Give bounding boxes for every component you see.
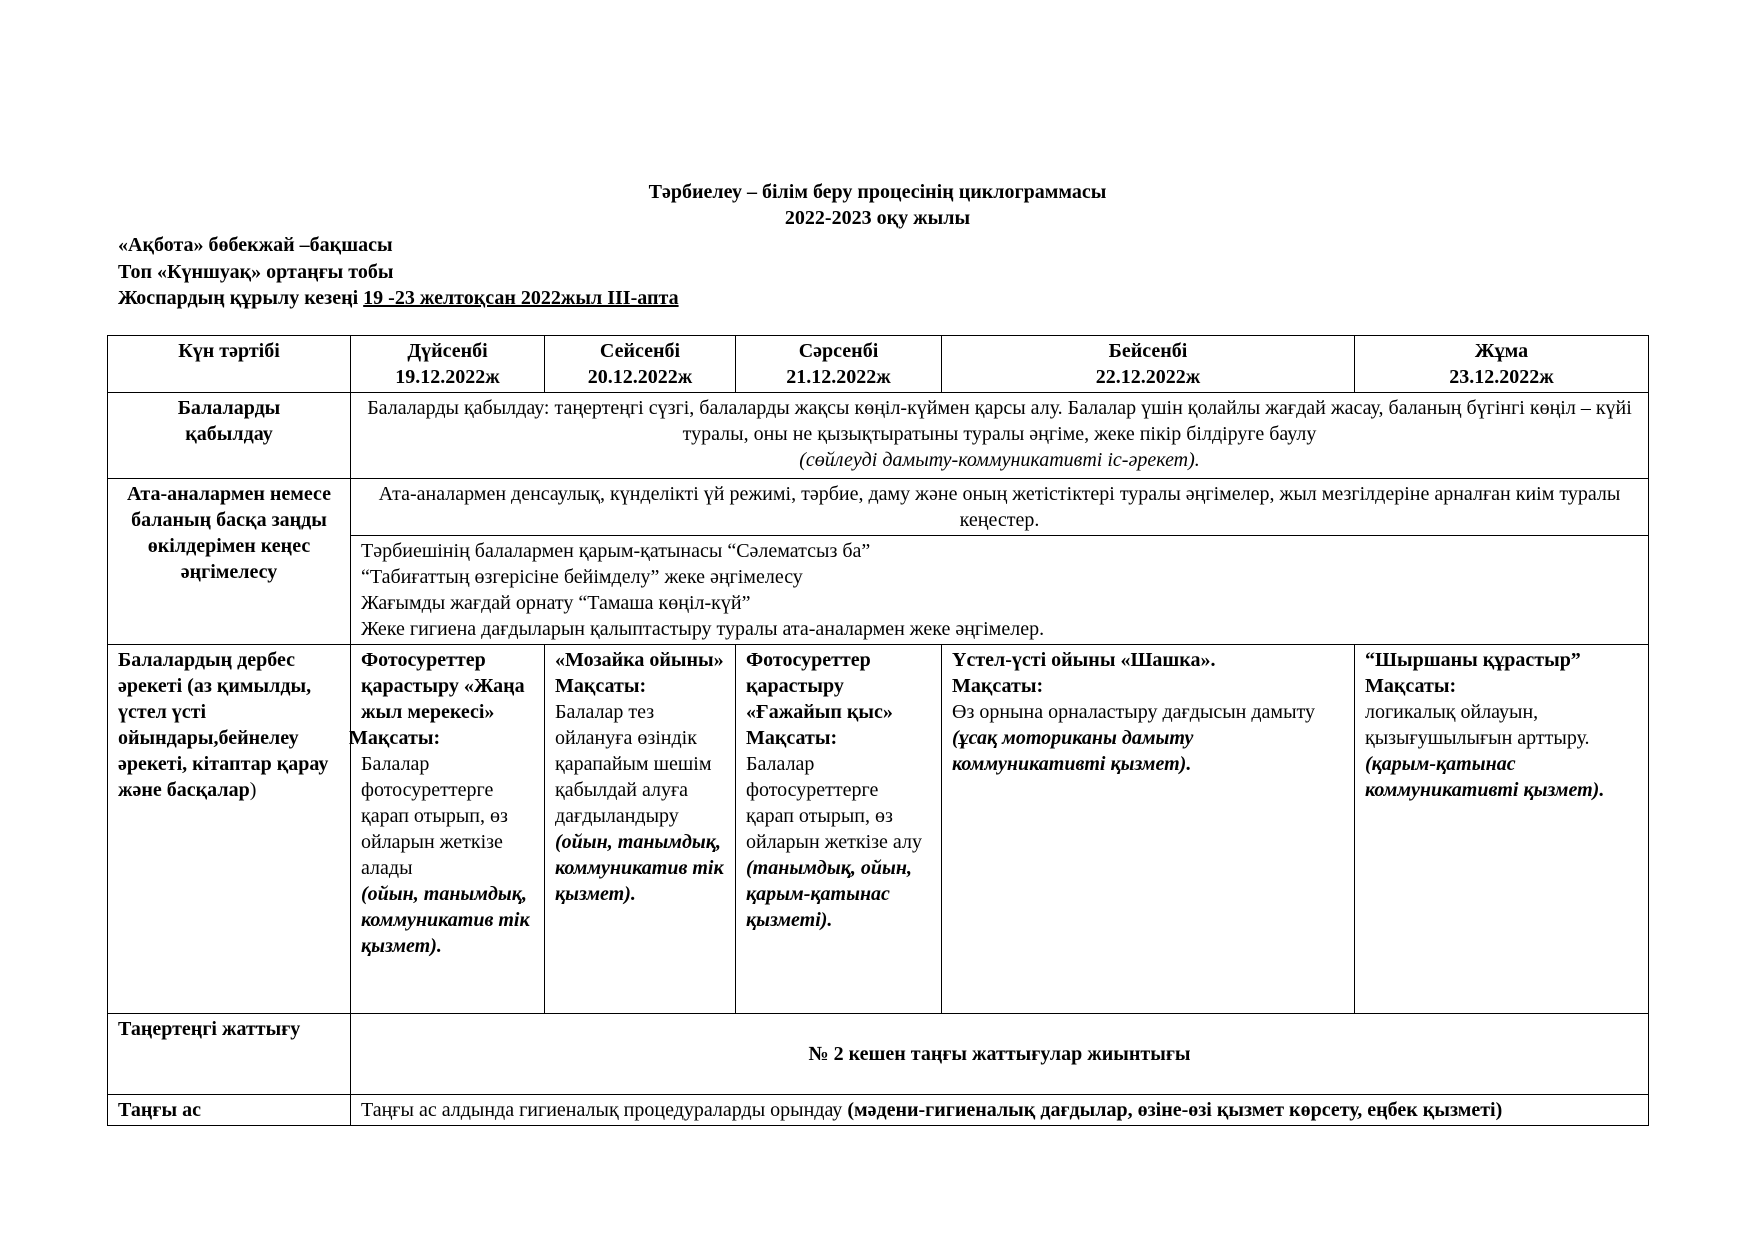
day-date: 23.12.2022ж bbox=[1449, 366, 1554, 388]
activity-monday bbox=[351, 645, 545, 1014]
breakfast-note: (мәдени-гигиеналық дағдылар, өзіне-өзі қызмет көрсету, еңбек қызметі) bbox=[847, 1099, 1503, 1121]
document-title-block bbox=[0, 179, 1755, 231]
activity-goal-label: Мақсаты: bbox=[746, 727, 838, 749]
activity-note: (ұсақ моториканы дамыту коммуникативті қызмет). bbox=[952, 727, 1194, 775]
activity-note: (ойын, танымдық, коммуникатив тік қызмет). bbox=[555, 831, 724, 905]
parents-talk-line: Тәрбиешінің балалармен қарым-қатынасы “Сәлематсыз ба” bbox=[361, 540, 871, 562]
activity-goal-label: Мақсаты: bbox=[555, 675, 647, 697]
breakfast-row bbox=[108, 1095, 1649, 1126]
reception-label: Балаларды қабылдау bbox=[108, 393, 351, 479]
parents-talk-line: Жеке гигиена дағдыларын қалыптастыру туралы ата-аналармен жеке әңгімелер. bbox=[361, 618, 1045, 640]
schedule-table bbox=[107, 335, 1649, 1126]
breakfast-label: Таңғы ас bbox=[108, 1095, 351, 1126]
day-name: Сейсенбі bbox=[599, 340, 681, 362]
activity-thursday bbox=[942, 645, 1355, 1014]
header-row bbox=[108, 336, 1649, 393]
activity-goal-text: Балалар фотосуреттерге қарап отырып, өз ойларын жеткізе алады bbox=[361, 753, 508, 879]
activity-note: (ойын, танымдық, коммуникатив тік қызмет). bbox=[361, 883, 530, 957]
breakfast-text: Таңғы ас алдында гигиеналық процедураларды орындау bbox=[361, 1099, 848, 1121]
day-name: Сәрсенбі bbox=[798, 340, 879, 362]
activity-row bbox=[108, 645, 1649, 1014]
activity-label bbox=[108, 645, 351, 1014]
parents-talk-line: “Табиғаттың өзгерісіне бейімделу” жеке әңгімелесу bbox=[361, 566, 803, 588]
activity-title: Фотосуреттер қарастыру «Ғажайып қыс» bbox=[746, 649, 893, 723]
parents-talks bbox=[351, 536, 1649, 645]
activity-goal-text: Балалар тез ойлануға өзіндік қарапайым шешім қабылдай алуға дағдыландыру bbox=[555, 701, 712, 827]
day-name: Дүйсенбі bbox=[407, 340, 488, 362]
exercise-text: № 2 кешен таңғы жаттығулар жиынтығы bbox=[351, 1014, 1649, 1095]
header-regime: Күн тәртібі bbox=[108, 336, 351, 393]
day-name: Бейсенбі bbox=[1108, 340, 1188, 362]
day-date: 22.12.2022ж bbox=[1095, 366, 1201, 388]
parents-label: Ата-аналармен немесе баланың басқа заңды өкілдерімен кеңес әңгімелесу bbox=[108, 479, 351, 645]
activity-goal-label: Мақсаты: bbox=[349, 727, 441, 749]
activity-goal-text: логикалық ойлауын, қызығушылығын арттыру. bbox=[1365, 701, 1590, 749]
plan-period bbox=[118, 285, 679, 312]
plan-period-value: 19 -23 желтоқсан 2022жыл ІІІ-апта bbox=[363, 287, 679, 309]
header-day-tuesday bbox=[545, 336, 736, 393]
reception-note: (сөйлеуді дамыту-коммуникативті іс-әрекет). bbox=[799, 449, 1200, 471]
exercise-label: Таңертеңгі жаттығу bbox=[108, 1014, 351, 1095]
activity-note: (қарым-қатынас коммуникативті қызмет). bbox=[1365, 753, 1605, 801]
document-title: Тәрбиелеу – білім беру процесінің циклограммасы bbox=[648, 181, 1107, 203]
activity-title: «Мозайка ойыны» bbox=[555, 649, 724, 671]
academic-year: 2022-2023 оқу жылы bbox=[784, 207, 971, 229]
plan-period-label: Жоспардың құрылу кезеңі bbox=[118, 287, 364, 309]
activity-title: Фотосуреттер қарастыру «Жаңа жыл мерекесі» bbox=[361, 649, 525, 723]
day-date: 20.12.2022ж bbox=[587, 366, 693, 388]
header-day-monday bbox=[351, 336, 545, 393]
breakfast-content bbox=[351, 1095, 1649, 1126]
parents-consult-text: Ата-аналармен денсаулық, күнделікті үй режимі, тәрбие, даму және оның жетістіктері туралы әңгімелер, жыл мезгілдеріне арналған киім туралы кеңестер. bbox=[351, 479, 1649, 536]
header-day-wednesday bbox=[736, 336, 942, 393]
header-day-friday bbox=[1355, 336, 1649, 393]
activity-tuesday bbox=[545, 645, 736, 1014]
activity-goal-label: Мақсаты: bbox=[1365, 675, 1457, 697]
document-meta bbox=[118, 232, 679, 312]
header-day-thursday bbox=[942, 336, 1355, 393]
activity-goal-label: Мақсаты: bbox=[952, 675, 1044, 697]
exercise-row bbox=[108, 1014, 1649, 1095]
activity-title: “Шыршаны құрастыр” bbox=[1365, 649, 1581, 671]
reception-content bbox=[351, 393, 1649, 479]
activity-friday bbox=[1355, 645, 1649, 1014]
group-name: Топ «Күншуақ» ортаңғы тобы bbox=[118, 260, 394, 283]
reception-text: Балаларды қабылдау: таңертеңгі сүзгі, балаларды жақсы көңіл-күймен қарсы алу. Балалар үшін қолайлы жағдай жасау, баланың бүгінгі көңіл – күйі туралы, оны не қызықтыратыны туралы әңгіме, жеке пікір білдіруге баулу bbox=[367, 397, 1632, 445]
activity-title: Үстел-үсті ойыны «Шашка». bbox=[952, 649, 1216, 671]
activity-note: (танымдық, ойын, қарым-қатынас қызметі). bbox=[746, 857, 912, 931]
day-date: 19.12.2022ж bbox=[395, 366, 500, 388]
activity-label-text: Балалардың дербес әрекеті (аз қимылды, үстел үсті ойындары,бейнелеу әрекеті, кітаптар қарау және басқалар bbox=[118, 649, 329, 801]
activity-label-tail: ) bbox=[249, 779, 257, 801]
parents-row-1 bbox=[108, 479, 1649, 536]
activity-wednesday bbox=[736, 645, 942, 1014]
day-name: Жұма bbox=[1474, 340, 1529, 362]
day-date: 21.12.2022ж bbox=[786, 366, 891, 388]
activity-goal-text: Өз орнына орналастыру дағдысын дамыту bbox=[952, 701, 1315, 723]
parents-talk-line: Жағымды жағдай орнату “Тамаша көңіл-күй” bbox=[361, 592, 751, 614]
kindergarten-name: «Ақбота» бөбекжай –бақшасы bbox=[118, 234, 393, 256]
activity-goal-text: Балалар фотосуреттерге қарап отырып, өз ойларын жеткізе алу bbox=[746, 753, 922, 853]
reception-row bbox=[108, 393, 1649, 479]
